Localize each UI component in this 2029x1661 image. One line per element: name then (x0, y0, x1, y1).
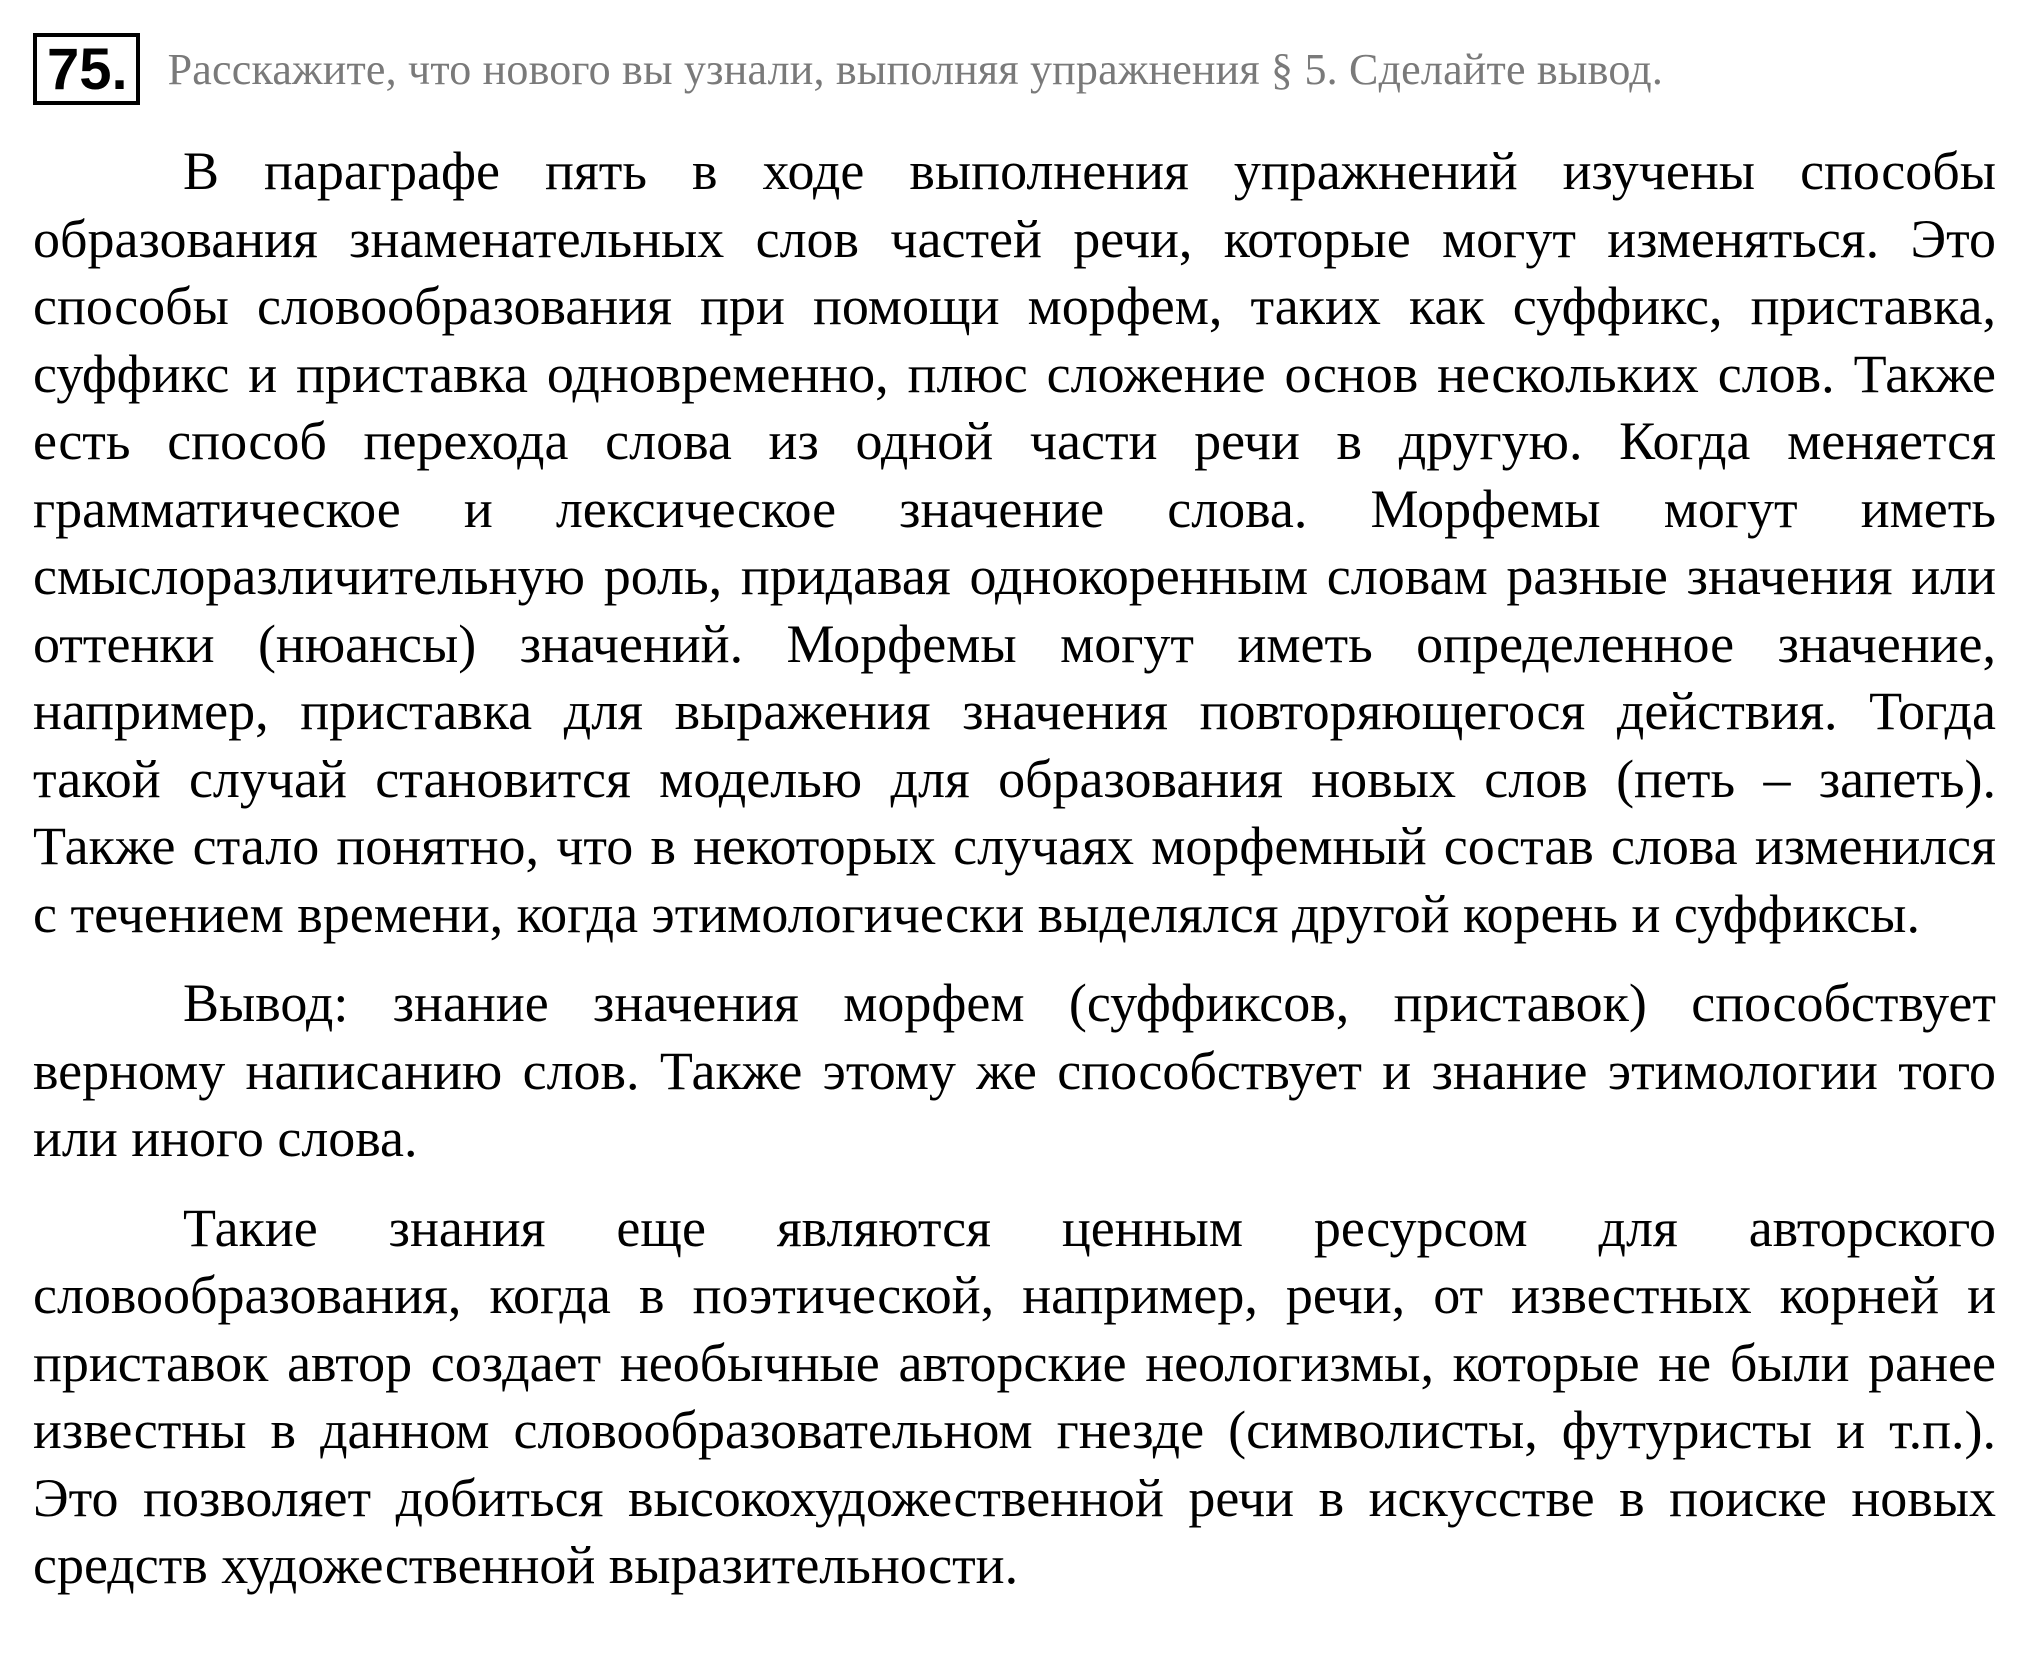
answer-paragraph-authorial-wordformation: Такие знания еще являются ценным ресурсом для авторского словообразования, когда в поэтической, например, речи, от известных корней и приставок автор создает необычные авторские неологизмы, которые не были ранее известны в данном словообразовательном гнезде (символисты, футуристы и т.п.). Это позволяет добиться высокохудожественной речи в искусстве в поиске новых средств художественной выразительности. (33, 1197, 1996, 1595)
task-prompt: Расскажите, что нового вы узнали, выполняя упражнения § 5. Сделайте вывод. (167, 44, 1664, 94)
task-number-badge: 75. (33, 33, 140, 105)
task-header (33, 28, 1996, 110)
document-page (33, 28, 1996, 1622)
answer-paragraph-conclusion: Вывод: знание значения морфем (суффиксов, приставок) способствует верному написанию слов. Также этому же способствует и знание этимологии того или иного слова. (33, 973, 1996, 1168)
answer-paragraph-summary: В параграфе пять в ходе выполнения упражнений изучены способы образования знаменательных слов частей речи, которые могут изменяться. Это способы словообразования при помощи морфем, таких как суффикс, приставка, суффикс и приставка одновременно, плюс сложение основ нескольких слов. Также есть способ перехода слова из одной части речи в другую. Когда меняется грамматическое и лексическое значение слова. Морфемы могут иметь смыслоразличительную роль, придавая однокоренным словам разные значения или оттенки (нюансы) значений. Морфемы могут иметь определенное значение, например, приставка для выражения значения повторяющегося действия. Тогда такой случай становится моделью для образования новых слов (петь – запеть). Также стало понятно, что в некоторых случаях морфемный состав слова изменился с течением времени, когда этимологически выделялся другой корень и суффиксы. (33, 141, 1996, 944)
